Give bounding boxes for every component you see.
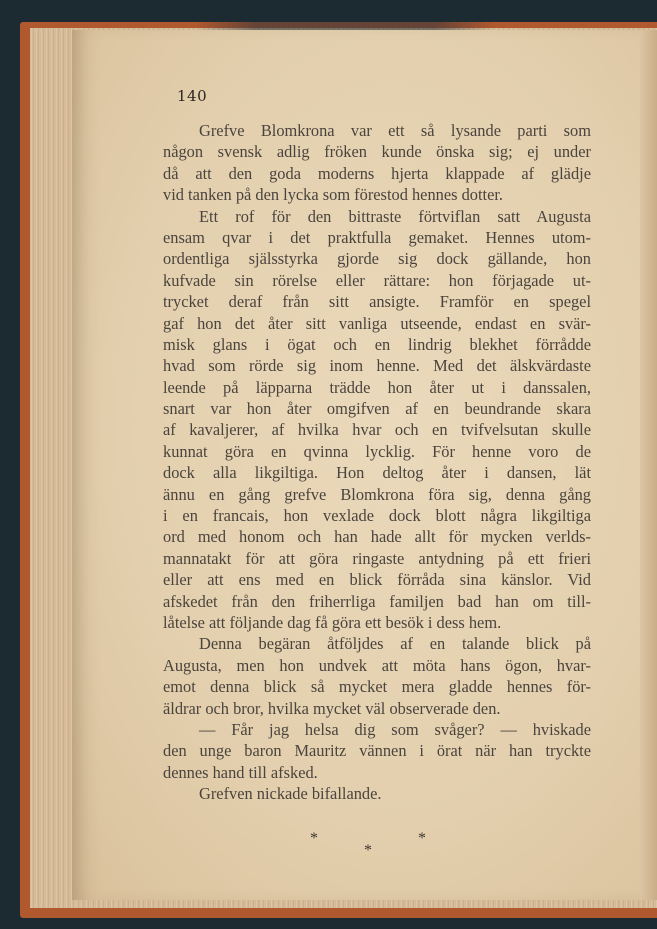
- text-line: eller att ens med en blick förråda sina känslor. Vid: [163, 570, 591, 590]
- text-line: låtelse att följande dag få göra ett besök i dess hem.: [163, 612, 502, 632]
- text-line: Ett rof för den bittraste förtviflan satt Augusta: [199, 206, 591, 226]
- body-text: [163, 120, 591, 805]
- text-line: i en francais, hon vexlade dock blott några likgiltiga: [163, 506, 591, 526]
- text-line: den unge baron Mauritz vännen i örat när han tryckte: [163, 741, 591, 761]
- page-number: 140: [177, 87, 208, 105]
- asterisk: *: [364, 842, 372, 859]
- text-line: snart var hon åter omgifven af en beundrande skara: [163, 399, 591, 419]
- text-line: dennes hand till afsked.: [163, 762, 318, 782]
- text-line: mannatakt för att göra ringaste antydning på ett frieri: [163, 548, 591, 568]
- text-line: leende på läpparna trädde hon åter ut i danssalen,: [163, 377, 591, 397]
- page-right-edge: [640, 30, 657, 900]
- text-line: afskedet från den friherrliga familjen bad han om till-: [163, 591, 591, 611]
- asterisk: *: [310, 830, 318, 847]
- top-shadow-band: [195, 22, 495, 30]
- section-break-asterisks: [300, 830, 440, 860]
- text-line: någon svensk adlig fröken kunde önska sig; ej under: [163, 142, 591, 162]
- text-line: kufvade sin rörelse eller rättare: hon förjagade ut-: [163, 270, 591, 290]
- text-line: då att den goda moderns hjerta klappade af glädje: [163, 163, 591, 183]
- text-line: ord med honom och han hade allt för mycken verlds-: [163, 527, 591, 547]
- text-line: Grefve Blomkrona var ett så lysande parti som: [199, 121, 591, 140]
- text-line: — Får jag helsa dig som svåger? — hviskade: [199, 719, 591, 739]
- text-line: gaf hon det åter sitt vanliga utseende, endast en svär-: [163, 313, 591, 333]
- text-line: trycket deraf från sitt ansigte. Framför en spegel: [163, 292, 591, 312]
- text-line: äldrar och bror, hvilka mycket väl observerade den.: [163, 698, 501, 718]
- text-line: hvad som rörde sig inom henne. Med det älskvärdaste: [163, 356, 591, 376]
- text-line: Denna begäran åtföljdes af en talande blick på: [199, 634, 591, 654]
- text-line: emot denna blick så mycket mera gladde hennes för-: [163, 677, 591, 697]
- text-line: Grefven nickade bifallande.: [199, 784, 382, 804]
- text-line: Augusta, men hon undvek att möta hans ögon, hvar-: [163, 655, 591, 675]
- text-line: ännu en gång grefve Blomkrona föra sig, denna gång: [163, 484, 591, 504]
- text-line: dock alla likgiltiga. Hon deltog åter i dansen, lät: [163, 463, 591, 483]
- text-line: ensam qvar i det praktfulla gemaket. Hennes utom-: [163, 227, 591, 247]
- text-line: misk glans i ögat och en lindrig blekhet förrådde: [163, 334, 591, 354]
- text-line: vid tanken på den lycka som förestod hennes dotter.: [163, 185, 504, 205]
- text-line: af kavaljerer, af hvilka hvar och en tvifvelsutan skulle: [163, 420, 591, 440]
- text-line: ordentliga själsstyrka gjorde sig dock gällande, hon: [163, 249, 591, 269]
- text-line: kunnat göra en qvinna lycklig. För henne voro de: [163, 441, 591, 461]
- asterisk: *: [418, 830, 426, 847]
